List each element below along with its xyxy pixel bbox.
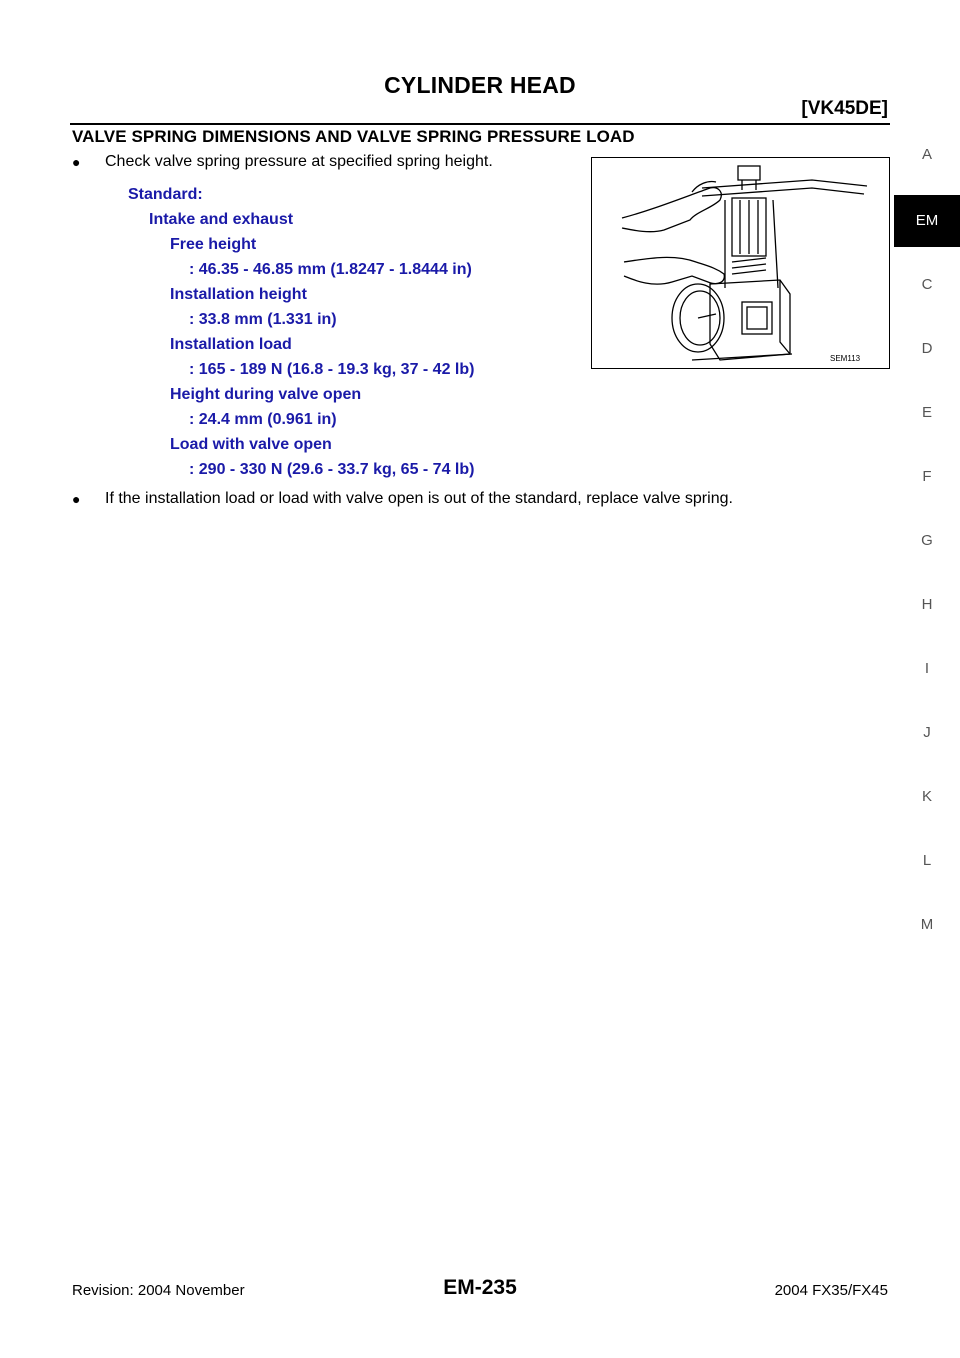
spec-free-height-value: : 46.35 - 46.85 mm (1.8247 - 1.8444 in) [189, 261, 472, 278]
spec-installation-load-value: : 165 - 189 N (16.8 - 19.3 kg, 37 - 42 lb) [189, 361, 475, 378]
tab-h[interactable]: H [921, 596, 933, 613]
header-rule [70, 123, 890, 125]
bullet-check-text: Check valve spring pressure at specified spring height. [105, 153, 493, 170]
spec-open-height-value: : 24.4 mm (0.961 in) [189, 411, 337, 428]
spec-installation-load-label: Installation load [170, 336, 292, 353]
tab-g[interactable]: G [921, 532, 933, 549]
tab-c[interactable]: C [921, 276, 933, 293]
bullet-check [72, 152, 572, 172]
bullet-replace [72, 489, 892, 509]
footer-model: 2004 FX35/FX45 [774, 1282, 888, 1299]
tab-d[interactable]: D [921, 340, 933, 357]
tab-j[interactable]: J [923, 724, 931, 741]
spring-tester-figure [591, 157, 890, 369]
spec-installation-height-value: : 33.8 mm (1.331 in) [189, 311, 337, 328]
tab-e[interactable]: E [921, 404, 932, 421]
tab-a[interactable]: A [921, 146, 932, 163]
spec-open-load-label: Load with valve open [170, 436, 332, 453]
engine-code: [VK45DE] [801, 98, 888, 119]
tab-i[interactable]: I [924, 660, 930, 677]
tab-m[interactable]: M [920, 916, 934, 933]
tab-l[interactable]: L [922, 852, 932, 869]
spec-free-height-label: Free height [170, 236, 257, 253]
tab-k[interactable]: K [921, 788, 932, 805]
footer-page-number: EM-235 [443, 1276, 517, 1299]
section-index-tabs [894, 0, 960, 1358]
bullet-icon: ● [72, 491, 81, 507]
figure-code: SEM113 [830, 354, 861, 363]
bullet-replace-text: If the installation load or load with valve open is out of the standard, replace valve spring. [105, 490, 733, 507]
spec-open-height-label: Height during valve open [170, 386, 362, 403]
section-title: VALVE SPRING DIMENSIONS AND VALVE SPRING PRESSURE LOAD [72, 127, 635, 146]
spec-installation-height-label: Installation height [170, 286, 307, 303]
spec-group-label: Intake and exhaust [149, 211, 294, 228]
tab-em[interactable]: EM [894, 195, 960, 247]
spec-standard-label: Standard: [128, 186, 203, 203]
spec-open-load-value: : 290 - 330 N (29.6 - 33.7 kg, 65 - 74 lb) [189, 461, 475, 478]
tab-f[interactable]: F [922, 468, 932, 485]
footer-revision: Revision: 2004 November [72, 1282, 245, 1299]
spring-tester-illustration-icon [592, 158, 889, 368]
bullet-icon: ● [72, 154, 81, 170]
page-title: CYLINDER HEAD [384, 72, 576, 98]
